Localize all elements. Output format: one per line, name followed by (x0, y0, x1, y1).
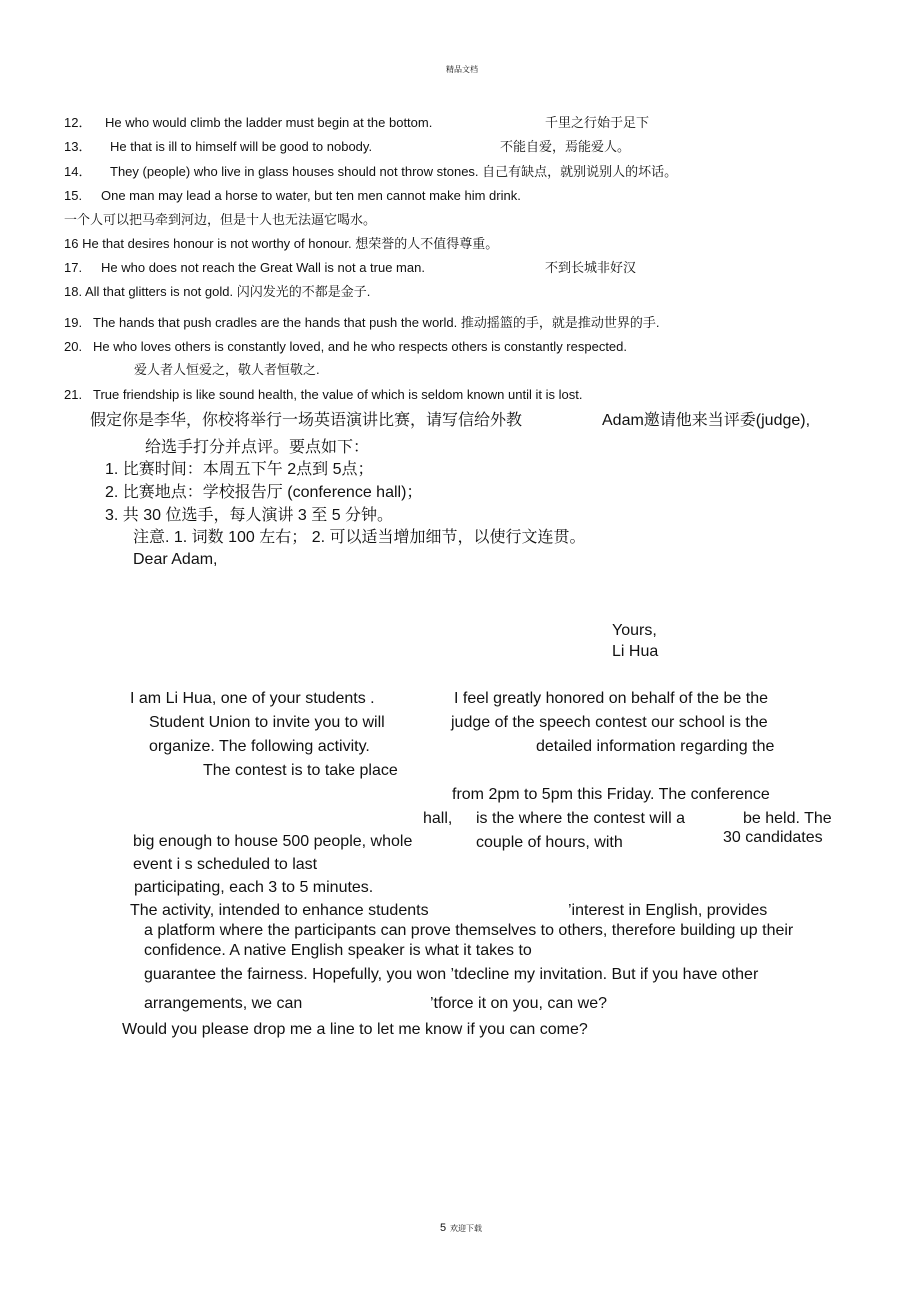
task-intro-part3: 给选手打分并点评。要点如下： (145, 439, 370, 456)
letter-line-7-left: big enough to house 500 people, whole (133, 833, 413, 850)
letter-line-15: Would you please drop me a line to let me know if you can come? (122, 1021, 588, 1038)
letter-line-2-right: judge of the speech contest our school is the (451, 714, 768, 731)
letter-line-10-left: The activity, intended to enhance students (130, 902, 429, 919)
letter-line-14-right: ’tforce it on you, can we? (430, 995, 607, 1012)
proverb-15-chinese: 一个人可以把马牵到河边，但是十人也无法逼它喝水。 (64, 212, 377, 227)
footer-label: 欢迎下载 (450, 1224, 482, 1233)
proverb-20-english: He who loves others is constantly loved, and he who respects others is constantly respected. (93, 339, 628, 354)
task-point-2: 2. 比赛地点：学校报告厅 (conference hall)； (105, 484, 423, 501)
letter-line-3-right: detailed information regarding the (536, 738, 775, 755)
proverb-21-text: True friendship is like sound health, the value of which is seldom known until it is lost. (93, 387, 583, 402)
letter-salutation: Dear Adam, (133, 551, 218, 568)
letter-line-6-right: be held. The (743, 810, 832, 827)
task-point-3: 3. 共 30 位选手，每人演讲 3 至 5 分钟。 (105, 507, 394, 524)
letter-signature: Li Hua (612, 643, 659, 660)
proverb-14-number: 14． (64, 164, 92, 179)
letter-line-14-left: arrangements, we can (144, 995, 303, 1012)
proverb-14-text: They (people) who live in glass houses should not throw stones. 自己有缺点，就别说别人的坏话。 (110, 164, 678, 179)
proverb-20-number: 20. (64, 339, 83, 354)
proverb-12-chinese: 千里之行始于足下 (545, 115, 650, 130)
header-mark: 精品文档 (446, 65, 478, 74)
proverb-17-english: He who does not reach the Great Wall is not a true man. (101, 260, 425, 275)
letter-line-9: participating, each 3 to 5 minutes. (134, 879, 374, 896)
task-point-1: 1. 比赛时间：本周五下午 2点到 5点； (105, 461, 374, 478)
footer-page-number: 5 (440, 1222, 447, 1234)
letter-line-7-middle: couple of hours, with (476, 834, 623, 851)
proverb-12-number: 12． (64, 115, 92, 130)
task-intro-part1: 假定你是李华，你校将举行一场英语演讲比赛，请写信给外教 (90, 412, 523, 429)
letter-line-8: event i s scheduled to last (133, 856, 318, 873)
letter-closing: Yours, (612, 622, 657, 639)
letter-line-1-left: I am Li Hua, one of your students . (130, 690, 375, 707)
task-note: 注意. 1. 词数 100 左右； 2. 可以适当增加细节，以使行文连贯。 (133, 529, 586, 546)
letter-line-12: confidence. A native English speaker is what it takes to (144, 942, 532, 959)
letter-line-3-left: organize. The following activity. (149, 738, 370, 755)
proverb-13-number: 13． (64, 139, 92, 154)
proverb-18-text: 18. All that glitters is not gold. 闪闪发光的不都是金子. (64, 284, 371, 299)
proverb-17-chinese: 不到长城非好汉 (545, 260, 637, 275)
proverb-15-number: 15. (64, 188, 83, 203)
letter-line-13: guarantee the fairness. Hopefully, you won ’tdecline my invitation. But if you have other (144, 966, 759, 983)
letter-line-7-right: 30 candidates (723, 829, 823, 846)
proverb-15-english: One man may lead a horse to water, but ten men cannot make him drink. (101, 188, 521, 203)
proverb-13-english: He that is ill to himself will be good to nobody. (110, 139, 373, 154)
letter-line-4: The contest is to take place (203, 762, 398, 779)
proverb-16-text: 16 He that desires honour is not worthy of honour. 想荣誉的人不值得尊重。 (64, 236, 499, 251)
letter-line-2-left: Student Union to invite you to will (149, 714, 385, 731)
letter-line-1-right: I feel greatly honored on behalf of the be the (454, 690, 769, 707)
proverb-21-number: 21. (64, 387, 83, 402)
proverb-13-chinese: 不能自爱，焉能爱人。 (500, 139, 631, 154)
task-intro-part2: Adam邀请他来当评委(judge), (602, 412, 811, 429)
letter-line-5: from 2pm to 5pm this Friday. The conference (452, 786, 770, 803)
proverb-12-english: He who would climb the ladder must begin at the bottom. (105, 115, 433, 130)
letter-line-11: a platform where the participants can prove themselves to others, therefore building up their (144, 922, 794, 939)
letter-line-6-middle: is the where the contest will a (476, 810, 685, 827)
letter-line-6-left: hall, (423, 810, 453, 827)
proverb-17-number: 17. (64, 260, 83, 275)
proverb-19-text: The hands that push cradles are the hands that push the world. 推动摇篮的手，就是推动世界的手. (93, 315, 660, 330)
letter-line-10-right: ’interest in English, provides (568, 902, 768, 919)
proverb-20-chinese: 爱人者人恒爱之，敬人者恒敬之. (134, 362, 320, 377)
proverb-19-number: 19. (64, 315, 83, 330)
